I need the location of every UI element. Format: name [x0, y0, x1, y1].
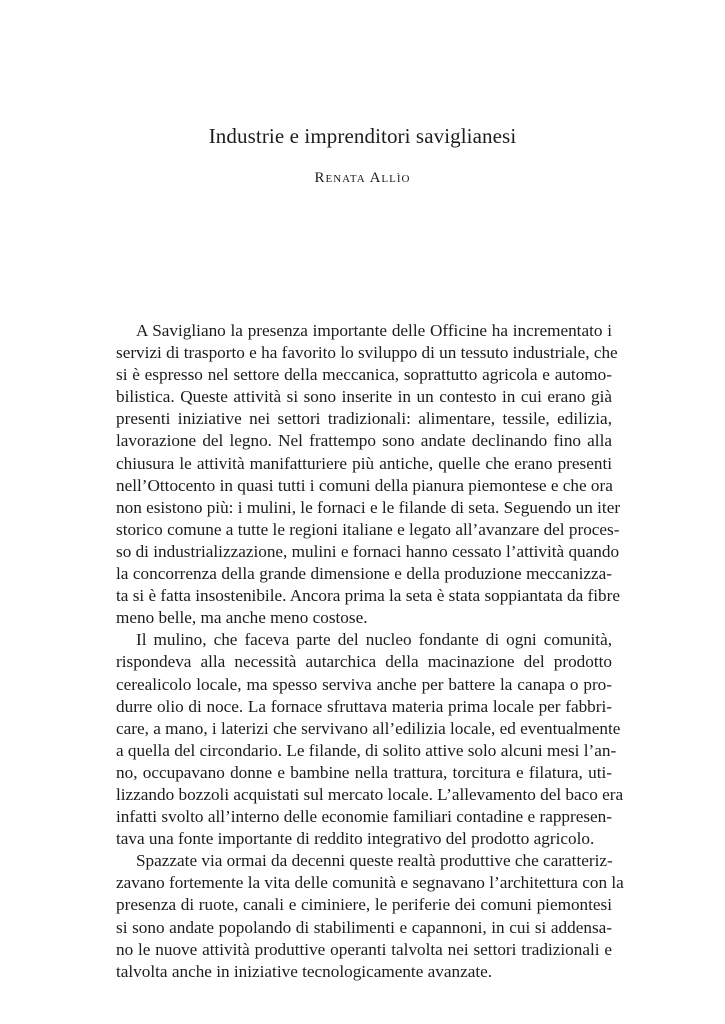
text-line: presenti iniziative nei settori tradizionali: alimentare, tessile, edilizia,	[116, 409, 612, 429]
text-line: non esistono più: i mulini, le fornaci e le filande di seta. Seguendo un iter	[116, 497, 621, 517]
text-line: cerealicolo locale, ma spesso serviva anche per battere la canapa o pro-	[116, 674, 612, 694]
text-line: A Savigliano la presenza importante delle Officine ha incrementato i	[136, 321, 612, 340]
text-line: Il mulino, che faceva parte del nucleo fondante di ogni comunità,	[136, 630, 612, 650]
text-line: talvolta anche in iniziative tecnologicamente avanzate.	[116, 961, 493, 981]
text-line: la concorrenza della grande dimensione e della produzione meccanizza-	[116, 564, 612, 584]
text-line: tava una fonte importante di reddito integrativo del prodotto agricolo.	[116, 829, 595, 849]
text-line: so di industrializzazione, mulini e fornaci hanno cessato l’attività quando	[116, 541, 620, 561]
paragraph	[116, 629, 624, 850]
text-line: durre olio di noce. La fornace sfruttava materia prima locale per fabbri-	[116, 696, 612, 716]
author-name: Renata Allìo	[314, 170, 411, 186]
text-line: Spazzate via ormai da decenni queste realtà produttive che caratteriz-	[136, 851, 613, 871]
text-line: lizzando bozzoli acquistati sul mercato locale. L’allevamento del baco era	[116, 784, 624, 804]
text-line: chiusura le attività manifatturiere più antiche, quelle che erano presenti	[116, 453, 612, 473]
text-line: meno belle, ma anche meno costose.	[116, 608, 368, 628]
text-line: a quella del circondario. Le filande, di solito attive solo alcuni mesi l’an-	[116, 740, 617, 760]
page-title: Industrie e imprenditori saviglianesi	[208, 124, 517, 148]
body-text	[116, 320, 624, 983]
text-line: storico comune a tutte le regioni italiane e legato all’avanzare del proces-	[116, 519, 620, 539]
text-line: ta si è fatta insostenibile. Ancora prima la seta è stata soppiantata da fibre	[116, 586, 620, 606]
paragraph	[116, 320, 621, 629]
text-line: si sono andate popolando di stabilimenti e capannoni, in cui si addensa-	[116, 917, 612, 937]
text-line: lavorazione del legno. Nel frattempo sono andate declinando fino alla	[116, 431, 612, 451]
text-line: zavano fortemente la vita delle comunità e segnavano l’architettura con la	[116, 873, 624, 893]
text-line: bilistica. Queste attività si sono inserite in un contesto in cui erano già	[116, 387, 612, 407]
text-line: no le nuove attività produttive operanti talvolta nei settori tradizionali e	[116, 939, 612, 959]
text-line: presenza di ruote, canali e ciminiere, le periferie dei comuni piemontesi	[116, 895, 612, 915]
text-line: care, a mano, i laterizi che servivano all’edilizia locale, ed eventualmente	[116, 718, 621, 738]
text-line: si è espresso nel settore della meccanica, soprattutto agricola e automo-	[116, 365, 612, 385]
text-line: rispondeva alla necessità autarchica della macinazione del prodotto	[116, 652, 612, 672]
text-line: no, occupavano donne e bambine nella trattura, torcitura e filatura, uti-	[116, 762, 612, 782]
paragraph	[116, 850, 624, 983]
text-line: infatti svolto all’interno delle economie familiari contadine e rappresen-	[116, 807, 612, 827]
text-line: servizi di trasporto e ha favorito lo sviluppo di un tessuto industriale, che	[116, 343, 618, 363]
text-line: nell’Ottocento in quasi tutti i comuni della pianura piemontese e che ora	[116, 475, 613, 495]
